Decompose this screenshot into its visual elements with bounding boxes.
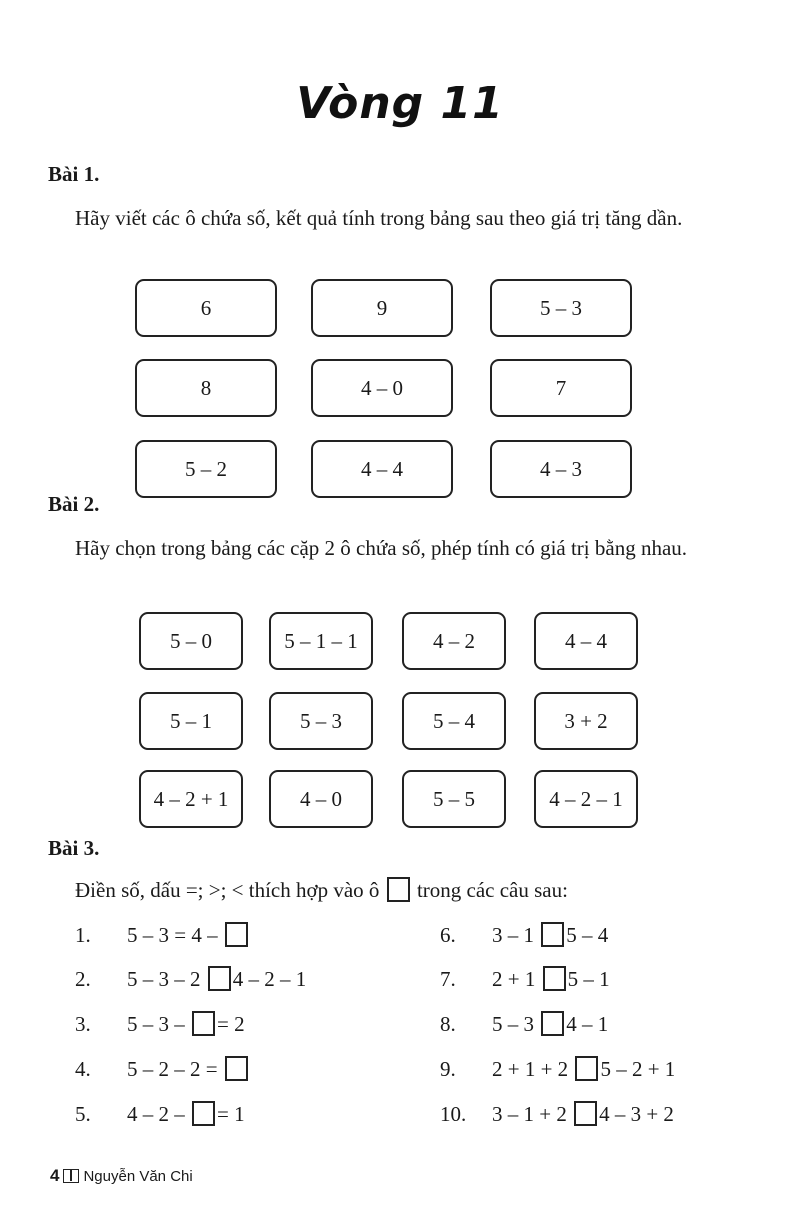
question-number: 1. (75, 923, 91, 947)
question-right: 4 – 2 – 1 (232, 967, 307, 991)
question-right: = 2 (217, 1012, 245, 1036)
answer-box[interactable] (192, 1011, 215, 1036)
question-number: 4. (75, 1057, 91, 1081)
answer-box[interactable] (225, 922, 248, 947)
page-footer (50, 1166, 193, 1186)
answer-box[interactable] (543, 966, 566, 991)
exercise-2-heading: Bài 2. (48, 492, 100, 516)
question-right: 4 – 1 (566, 1012, 609, 1036)
question-item (440, 1101, 674, 1127)
answer-box[interactable] (575, 1056, 598, 1081)
question-right: 5 – 4 (566, 923, 609, 947)
question-item (440, 922, 608, 948)
question-number: 6. (440, 923, 456, 947)
answer-box (387, 877, 410, 902)
author-name: Nguyễn Văn Chi (83, 1167, 193, 1185)
ex1-box: 8 (135, 359, 277, 417)
answer-box[interactable] (541, 1011, 564, 1036)
answer-box[interactable] (225, 1056, 248, 1081)
exercise-1-instruction: Hãy viết các ô chứa số, kết quả tính trong bảng sau theo giá trị tăng dần. (75, 206, 683, 230)
question-left: 2 + 1 (492, 967, 536, 991)
question-item (75, 966, 306, 992)
instruction-text: Điền số, dấu =; >; < thích hợp vào ô (75, 878, 380, 902)
ex1-box: 4 – 3 (490, 440, 632, 498)
question-item (440, 1056, 675, 1082)
question-item (75, 1101, 245, 1127)
question-left: 3 – 1 (492, 923, 534, 947)
ex1-box: 7 (490, 359, 632, 417)
ex1-box: 5 – 2 (135, 440, 277, 498)
question-number: 8. (440, 1012, 456, 1036)
question-number: 10. (440, 1102, 467, 1126)
ex2-box: 4 – 0 (269, 770, 373, 828)
question-number: 9. (440, 1057, 456, 1081)
page-title: Vòng 11 (296, 78, 504, 129)
ex2-box: 5 – 4 (402, 692, 506, 750)
answer-box[interactable] (574, 1101, 597, 1126)
ex1-box: 5 – 3 (490, 279, 632, 337)
instruction-text: trong các câu sau: (416, 878, 568, 902)
ex2-box: 5 – 3 (269, 692, 373, 750)
ex1-box: 9 (311, 279, 453, 337)
question-left: 5 – 2 – 2 = (127, 1057, 218, 1081)
ex1-box: 4 – 0 (311, 359, 453, 417)
question-item (75, 922, 250, 948)
question-left: 5 – 3 – (127, 1012, 185, 1036)
page-number: 4 (50, 1166, 60, 1185)
answer-box[interactable] (208, 966, 231, 991)
question-left: 5 – 3 = 4 – (127, 923, 218, 947)
question-right: = 1 (217, 1102, 245, 1126)
question-number: 3. (75, 1012, 91, 1036)
ex2-box: 4 – 2 + 1 (139, 770, 243, 828)
question-left: 5 – 3 – 2 (127, 967, 201, 991)
question-item (440, 966, 610, 992)
ex2-box: 4 – 2 – 1 (534, 770, 638, 828)
question-number: 7. (440, 967, 456, 991)
question-right: 5 – 1 (567, 967, 610, 991)
ex2-box: 5 – 1 (139, 692, 243, 750)
answer-box[interactable] (541, 922, 564, 947)
exercise-3-heading: Bài 3. (48, 836, 100, 860)
ex2-box: 4 – 4 (534, 612, 638, 670)
ex2-box: 5 – 5 (402, 770, 506, 828)
ex2-box: 5 – 1 – 1 (269, 612, 373, 670)
book-icon (63, 1169, 79, 1183)
question-left: 5 – 3 (492, 1012, 534, 1036)
ex2-box: 4 – 2 (402, 612, 506, 670)
question-left: 4 – 2 – (127, 1102, 185, 1126)
ex1-box: 4 – 4 (311, 440, 453, 498)
question-right: 4 – 3 + 2 (599, 1102, 674, 1126)
question-number: 2. (75, 967, 91, 991)
ex2-box: 3 + 2 (534, 692, 638, 750)
exercise-2-instruction: Hãy chọn trong bảng các cặp 2 ô chứa số, phép tính có giá trị bằng nhau. (75, 536, 688, 560)
question-item (440, 1011, 608, 1037)
question-number: 5. (75, 1102, 91, 1126)
ex2-box: 5 – 0 (139, 612, 243, 670)
exercise-1-heading: Bài 1. (48, 162, 100, 186)
question-item (75, 1011, 245, 1037)
answer-box[interactable] (192, 1101, 215, 1126)
question-item (75, 1056, 250, 1082)
question-right: 5 – 2 + 1 (600, 1057, 676, 1081)
exercise-3-instruction (75, 874, 755, 906)
question-left: 2 + 1 + 2 (492, 1057, 569, 1081)
ex1-box: 6 (135, 279, 277, 337)
question-left: 3 – 1 + 2 (492, 1102, 567, 1126)
